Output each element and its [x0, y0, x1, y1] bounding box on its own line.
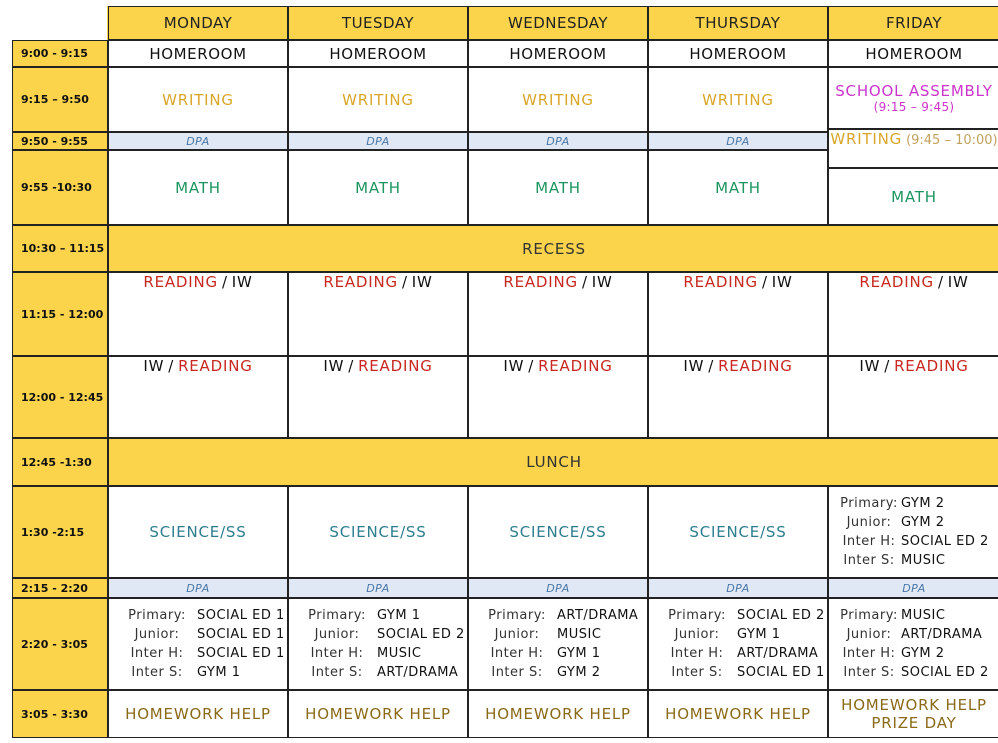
assembly-time: (9:15 – 9:45) — [873, 100, 955, 114]
time-label: 10:30 – 11:15 — [21, 242, 105, 255]
group-label: Primary: — [488, 608, 546, 623]
group-label: Junior: — [494, 627, 540, 642]
homework-label: HOMEWORK HELP — [305, 705, 451, 723]
time-label: 9:50 - 9:55 — [21, 134, 88, 148]
time-slot-10 — [12, 578, 108, 598]
rotation-cell-tuesday — [288, 598, 468, 690]
time-label: 3:05 - 3:30 — [21, 707, 88, 721]
homeroom-cell-wednesday — [468, 40, 648, 67]
group-label: Primary: — [308, 608, 366, 623]
math-label: MATH — [175, 178, 221, 197]
separator: / — [168, 357, 175, 375]
assembly-label: SCHOOL ASSEMBLY — [835, 82, 993, 100]
group-label: Inter H: — [842, 534, 896, 549]
iw-reading-cell-thursday — [648, 356, 828, 438]
reading-label: READING — [358, 357, 433, 375]
math-cell-wednesday — [468, 150, 648, 225]
group-label: Inter S: — [491, 665, 543, 680]
group-subject: SOCIAL ED 1 — [197, 627, 285, 642]
reading-label: READING — [894, 357, 969, 375]
rotation-line — [297, 606, 421, 625]
group-label: Primary: — [840, 496, 898, 511]
rotation-line — [117, 663, 241, 682]
rotation-line — [117, 625, 285, 644]
reading-iw-cell-friday — [828, 272, 998, 356]
friday-writing-label: WRITING — [830, 130, 903, 148]
time-label: 2:15 - 2:20 — [21, 581, 88, 595]
group-subject: SOCIAL ED 2 — [901, 534, 989, 549]
group-label: Junior: — [674, 627, 720, 642]
rotation-cell-thursday — [648, 598, 828, 690]
homework-label: HOMEWORK HELP — [125, 705, 271, 723]
group-label: Junior: — [314, 627, 360, 642]
rotation-cell-wednesday — [468, 598, 648, 690]
math-label: MATH — [535, 178, 581, 197]
time-label: 12:45 -1:30 — [21, 455, 92, 469]
homeroom-cell-monday — [108, 40, 288, 67]
day-header-friday — [828, 6, 998, 40]
time-slot-5 — [12, 225, 108, 272]
rotation-line — [837, 606, 945, 625]
group-label: Inter S: — [131, 665, 183, 680]
dpa-cell-thursday — [648, 132, 828, 150]
homework-cell-thursday — [648, 690, 828, 738]
dpa-afternoon-cell-thursday — [648, 578, 828, 598]
homework-label: HOMEWORK HELP — [485, 705, 631, 723]
dpa-afternoon-cell-tuesday — [288, 578, 468, 598]
time-slot-1 — [12, 40, 108, 67]
friday-afternoon2-cell — [828, 598, 998, 690]
rotation-cell-monday — [108, 598, 288, 690]
group-subject: GYM 1 — [737, 627, 781, 642]
time-label: 12:00 - 12:45 — [21, 390, 104, 404]
rotation-line — [477, 606, 638, 625]
time-slot-2 — [12, 67, 108, 132]
iw-label: IW — [411, 273, 433, 291]
group-subject: ART/DRAMA — [557, 608, 639, 623]
reading-label: READING — [718, 357, 793, 375]
homework-cell-tuesday — [288, 690, 468, 738]
math-cell-thursday — [648, 150, 828, 225]
rotation-line — [657, 625, 781, 644]
dpa-label: DPA — [546, 581, 570, 595]
recess-label: RECESS — [522, 239, 586, 258]
separator: / — [528, 357, 535, 375]
friday-homework-cell — [828, 690, 998, 738]
dpa-label: DPA — [726, 134, 750, 148]
group-label: Primary: — [840, 608, 898, 623]
dpa-cell-wednesday — [468, 132, 648, 150]
reading-label: READING — [143, 273, 218, 291]
group-label: Junior: — [846, 515, 892, 530]
iw-label: IW — [323, 357, 345, 375]
group-label: Inter S: — [843, 553, 895, 568]
dpa-label: DPA — [366, 134, 390, 148]
group-subject: GYM 2 — [557, 665, 601, 680]
science-label: SCIENCE/SS — [329, 523, 427, 541]
homeroom-cell-friday — [828, 40, 998, 67]
rotation-line — [297, 625, 465, 644]
time-slot-6 — [12, 272, 108, 356]
group-subject: GYM 2 — [901, 515, 945, 530]
iw-label: IW — [947, 273, 969, 291]
iw-reading-cell-tuesday — [288, 356, 468, 438]
group-label: Inter H: — [670, 646, 724, 661]
separator: / — [581, 273, 588, 291]
reading-label: READING — [538, 357, 613, 375]
rotation-line — [837, 551, 945, 570]
time-slot-9 — [12, 486, 108, 578]
rotation-line — [297, 644, 421, 663]
dpa-label: DPA — [186, 581, 210, 595]
group-subject: SOCIAL ED 1 — [197, 608, 285, 623]
dpa-afternoon-cell-wednesday — [468, 578, 648, 598]
reading-iw-cell-tuesday — [288, 272, 468, 356]
day-label: THURSDAY — [695, 14, 781, 32]
reading-label: READING — [178, 357, 253, 375]
time-slot-12 — [12, 690, 108, 738]
group-subject: ART/DRAMA — [377, 665, 459, 680]
science-label: SCIENCE/SS — [509, 523, 607, 541]
reading-label: READING — [503, 273, 578, 291]
science-cell-tuesday — [288, 486, 468, 578]
prize-day-label: PRIZE DAY — [871, 714, 957, 732]
friday-assembly-cell — [828, 67, 998, 129]
time-slot-7 — [12, 356, 108, 438]
iw-reading-cell-wednesday — [468, 356, 648, 438]
group-subject: SOCIAL ED 1 — [197, 646, 285, 661]
time-slot-11 — [12, 598, 108, 690]
iw-label: IW — [591, 273, 613, 291]
time-label: 9:55 -10:30 — [21, 181, 92, 194]
friday-writing-cell — [828, 129, 998, 168]
group-subject: SOCIAL ED 2 — [377, 627, 465, 642]
group-label: Inter S: — [843, 665, 895, 680]
group-subject: SOCIAL ED 2 — [901, 665, 989, 680]
rotation-line — [657, 606, 825, 625]
dpa-afternoon-cell-friday — [828, 578, 998, 598]
recess-band — [108, 225, 998, 272]
dpa-afternoon-cell-monday — [108, 578, 288, 598]
group-label: Inter H: — [130, 646, 184, 661]
group-subject: ART/DRAMA — [901, 627, 983, 642]
homeroom-cell-thursday — [648, 40, 828, 67]
separator: / — [884, 357, 891, 375]
separator: / — [708, 357, 715, 375]
day-label: TUESDAY — [341, 14, 415, 32]
math-label: MATH — [891, 187, 937, 206]
group-label: Junior: — [846, 627, 892, 642]
group-subject: GYM 1 — [557, 646, 601, 661]
group-label: Inter H: — [310, 646, 364, 661]
friday-afternoon1-cell — [828, 486, 998, 578]
dpa-cell-tuesday — [288, 132, 468, 150]
friday-math-cell — [828, 168, 998, 225]
day-label: MONDAY — [163, 14, 233, 32]
rotation-line — [837, 532, 989, 551]
lunch-band — [108, 438, 998, 486]
writing-cell-tuesday — [288, 67, 468, 132]
homeroom-label: HOMEROOM — [149, 44, 247, 63]
dpa-label: DPA — [366, 581, 390, 595]
group-subject: MUSIC — [901, 553, 946, 568]
rotation-line — [477, 644, 601, 663]
writing-label: WRITING — [162, 90, 234, 109]
time-label: 2:20 - 3:05 — [21, 637, 88, 651]
time-label: 1:30 -2:15 — [21, 525, 85, 539]
group-label: Junior: — [134, 627, 180, 642]
writing-label: WRITING — [702, 90, 774, 109]
group-label: Inter H: — [842, 646, 896, 661]
time-slot-3 — [12, 132, 108, 150]
science-cell-thursday — [648, 486, 828, 578]
math-cell-monday — [108, 150, 288, 225]
time-slot-4 — [12, 150, 108, 225]
reading-label: READING — [323, 273, 398, 291]
science-label: SCIENCE/SS — [689, 523, 787, 541]
reading-label: READING — [859, 273, 934, 291]
day-label: FRIDAY — [885, 14, 943, 32]
day-header-thursday — [648, 6, 828, 40]
separator: / — [761, 273, 768, 291]
group-subject: MUSIC — [377, 646, 422, 661]
dpa-label: DPA — [186, 134, 210, 148]
group-label: Primary: — [128, 608, 186, 623]
rotation-line — [297, 663, 458, 682]
iw-label: IW — [859, 357, 881, 375]
homeroom-cell-tuesday — [288, 40, 468, 67]
day-header-tuesday — [288, 6, 468, 40]
math-cell-tuesday — [288, 150, 468, 225]
rotation-line — [837, 644, 945, 663]
writing-cell-wednesday — [468, 67, 648, 132]
separator: / — [937, 273, 944, 291]
writing-cell-thursday — [648, 67, 828, 132]
day-label: WEDNESDAY — [507, 14, 609, 32]
iw-label: IW — [771, 273, 793, 291]
separator: / — [401, 273, 408, 291]
reading-label: READING — [683, 273, 758, 291]
reading-iw-cell-wednesday — [468, 272, 648, 356]
homework-cell-wednesday — [468, 690, 648, 738]
time-slot-8 — [12, 438, 108, 486]
separator: / — [348, 357, 355, 375]
group-label: Primary: — [668, 608, 726, 623]
lunch-label: LUNCH — [526, 453, 582, 471]
rotation-line — [837, 494, 945, 513]
time-label: 9:00 - 9:15 — [21, 47, 88, 60]
reading-iw-cell-thursday — [648, 272, 828, 356]
group-subject: SOCIAL ED 1 — [737, 665, 825, 680]
homeroom-label: HOMEROOM — [329, 44, 427, 63]
iw-label: IW — [683, 357, 705, 375]
rotation-line — [837, 663, 989, 682]
day-header-wednesday — [468, 6, 648, 40]
group-subject: MUSIC — [901, 608, 946, 623]
rotation-line — [837, 625, 982, 644]
rotation-line — [117, 644, 285, 663]
day-header-monday — [108, 6, 288, 40]
time-label: 11:15 - 12:00 — [21, 307, 104, 321]
writing-label: WRITING — [342, 90, 414, 109]
group-subject: SOCIAL ED 2 — [737, 608, 825, 623]
homework-label: HOMEWORK HELP — [665, 705, 811, 723]
dpa-label: DPA — [902, 581, 926, 595]
group-label: Inter H: — [490, 646, 544, 661]
reading-iw-cell-monday — [108, 272, 288, 356]
rotation-line — [477, 663, 601, 682]
science-label: SCIENCE/SS — [149, 523, 247, 541]
dpa-label: DPA — [546, 134, 570, 148]
homeroom-label: HOMEROOM — [865, 44, 963, 63]
homeroom-label: HOMEROOM — [689, 44, 787, 63]
homework-cell-monday — [108, 690, 288, 738]
iw-label: IW — [143, 357, 165, 375]
group-subject: GYM 2 — [901, 496, 945, 511]
rotation-line — [657, 663, 825, 682]
math-label: MATH — [355, 178, 401, 197]
dpa-cell-monday — [108, 132, 288, 150]
time-label: 9:15 – 9:50 — [21, 93, 89, 106]
science-cell-wednesday — [468, 486, 648, 578]
math-label: MATH — [715, 178, 761, 197]
iw-reading-cell-friday — [828, 356, 998, 438]
iw-label: IW — [503, 357, 525, 375]
science-cell-monday — [108, 486, 288, 578]
dpa-label: DPA — [726, 581, 750, 595]
group-subject: ART/DRAMA — [737, 646, 819, 661]
group-subject: GYM 1 — [197, 665, 241, 680]
group-subject: GYM 1 — [377, 608, 421, 623]
iw-label: IW — [231, 273, 253, 291]
group-label: Inter S: — [311, 665, 363, 680]
rotation-line — [477, 625, 601, 644]
rotation-line — [657, 644, 818, 663]
rotation-line — [837, 513, 945, 532]
writing-cell-monday — [108, 67, 288, 132]
separator: / — [221, 273, 228, 291]
iw-reading-cell-monday — [108, 356, 288, 438]
group-subject: GYM 2 — [901, 646, 945, 661]
homeroom-label: HOMEROOM — [509, 44, 607, 63]
rotation-line — [117, 606, 285, 625]
group-label: Inter S: — [671, 665, 723, 680]
writing-label: WRITING — [522, 90, 594, 109]
group-subject: MUSIC — [557, 627, 602, 642]
homework-label: HOMEWORK HELP — [841, 696, 987, 714]
friday-writing-time: (9:45 – 10:00) — [906, 133, 998, 148]
